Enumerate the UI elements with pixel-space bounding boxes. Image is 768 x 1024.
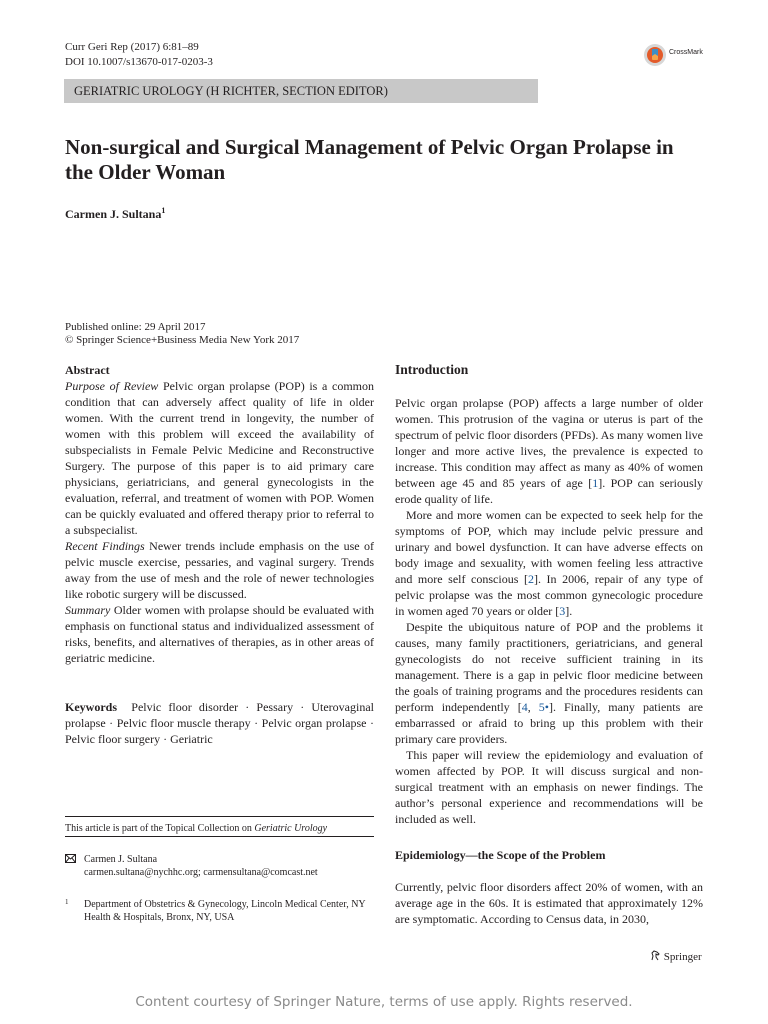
abstract-summary: Summary Older women with prolapse should be evaluated with emphasis on functional status and individualized assessment of risks, benefits, and alternatives of therapies, as in other areas of geriatric medicine.: [65, 603, 374, 665]
correspondence-block: [65, 853, 374, 879]
citation-link-5[interactable]: 5•: [538, 700, 549, 714]
citation-link-1[interactable]: 1: [592, 476, 599, 490]
epidemiology-heading: Epidemiology—the Scope of the Problem: [395, 848, 606, 862]
footnote-divider-2: [65, 836, 374, 837]
abstract-findings: Recent Findings Newer trends include emphasis on the use of pelvic muscle exercise, pessaries, and vaginal surgery. Trends away from the use of mesh and the role of newer technologies like robotic surgery will be discussed.: [65, 539, 374, 601]
author-name[interactable]: Carmen J. Sultana: [65, 207, 162, 221]
section-banner: GERIATRIC UROLOGY (H RICHTER, SECTION EDITOR): [64, 79, 538, 103]
courtesy-notice: Content courtesy of Springer Nature, terms of use apply. Rights reserved.: [135, 994, 633, 1010]
author-line: [65, 206, 165, 222]
citation-link-2[interactable]: 2: [527, 572, 534, 586]
abstract-purpose: Purpose of Review Pelvic organ prolapse (POP) is a common condition that can adversely affect quality of life in older women. With the current trend in longevity, the number of women with this problem will exceed the availability of subspecialists in Female Pelvic Medicine and Reconstructive Surgery. The purpose of this paper is to aid primary care physicians, geriatricians, and general gynecologists in the evaluation, referral, and treatment of women with POP. Women can be quickly evaluated and offered therapy prior to referral to a subspecialist.: [65, 379, 374, 537]
publisher-logo: [650, 950, 702, 963]
introduction-section: [395, 362, 703, 827]
envelope-icon: [65, 854, 76, 867]
abstract-heading: Abstract: [65, 363, 110, 377]
article-title: Non-surgical and Surgical Management of Pelvic Organ Prolapse in the Older Woman: [65, 135, 674, 184]
citation-link-3[interactable]: 3: [559, 604, 566, 618]
author-affiliation-marker: 1: [161, 206, 166, 215]
published-date: Published online: 29 April 2017: [65, 321, 206, 333]
intro-paragraph-1: Pelvic organ prolapse (POP) affects a large number of older women. This protrusion of the vagina or uterus is part of the spectrum of pelvic floor disorders (PFDs). As many women live longer and more active lives, the prevalence is expected to increase. This condition may affect as many as 40% of women between age 45 and 85 years of age [1]. POP can seriously erode quality of life.: [395, 396, 704, 506]
journal-citation: Curr Geri Rep (2017) 6:81–89: [65, 41, 199, 53]
crossmark-icon: [643, 43, 667, 67]
correspondence-emails[interactable]: carmen.sultana@nychhc.org; carmensultana@comcast.net: [84, 867, 318, 878]
keywords-text: Pelvic floor disorder · Pessary · Uterovaginal prolapse · Pelvic floor muscle therapy · Pelvic organ prolapse · Pelvic floor surgery · Geriatric: [65, 700, 374, 746]
summary-label: Summary: [65, 603, 111, 617]
collection-note: This article is part of the Topical Collection on Geriatric Urology: [65, 823, 328, 834]
correspondence-name: Carmen J. Sultana: [84, 854, 158, 865]
crossmark-badge[interactable]: [643, 43, 718, 67]
publisher-name: Springer: [663, 951, 702, 963]
keywords-label: Keywords: [65, 700, 117, 714]
abstract-section: [65, 362, 374, 666]
affiliation-number: 1: [65, 898, 69, 906]
affiliation-block: [65, 898, 374, 924]
epidemiology-paragraph-1: Currently, pelvic floor disorders affect 20% of women, with an average age in the 60s. It is estimated that approximately 12% are symptomatic. According to Census data, in 2030,: [395, 880, 703, 926]
intro-paragraph-4: This paper will review the epidemiology and evaluation of women affected by POP. It will discuss surgical and non-surgical treatment with an emphasis on newer findings. The author’s personal experience and recommendations will be included as well.: [395, 748, 703, 826]
footnote-divider: [65, 816, 374, 817]
intro-paragraph-2: More and more women can be expected to seek help for the symptoms of POP, which may include pelvic pressure and urinary and bowel dysfunction. It can have adverse effects on body image and sexuality, with women feeling less attractive and more self conscious [2]. In 2006, repair of any type of pelvic prolapse was the most common gynecologic procedure in women aged 70 years or older [3].: [395, 508, 703, 618]
copyright: © Springer Science+Business Media New York 2017: [65, 334, 300, 346]
affiliation-text: Department of Obstetrics & Gynecology, Lincoln Medical Center, NY Health & Hospitals, Bronx, NY, USA: [84, 899, 366, 923]
intro-paragraph-3: Despite the ubiquitous nature of POP and the problems it causes, many family practitioners, geriatricians, and general gynecologists do not receive sufficient training in its management. There is a gap in pelvic floor medicine between the goals of training programs and the procedures residents can perform independently [4, 5•]. Finally, many patients are embarrassed or afraid to bring up this problem with their primary care providers.: [395, 620, 703, 746]
springer-horse-icon: [650, 950, 661, 961]
epidemiology-section: [395, 847, 703, 927]
introduction-heading: Introduction: [395, 362, 469, 377]
purpose-label: Purpose of Review: [65, 379, 159, 393]
keywords: [65, 699, 374, 747]
crossmark-label: CrossMark: [669, 49, 703, 56]
doi[interactable]: DOI 10.1007/s13670-017-0203-3: [65, 56, 213, 68]
collection-topic-link[interactable]: Geriatric Urology: [254, 823, 328, 834]
citation-link-4[interactable]: 4: [521, 700, 528, 714]
findings-label: Recent Findings: [65, 539, 145, 553]
